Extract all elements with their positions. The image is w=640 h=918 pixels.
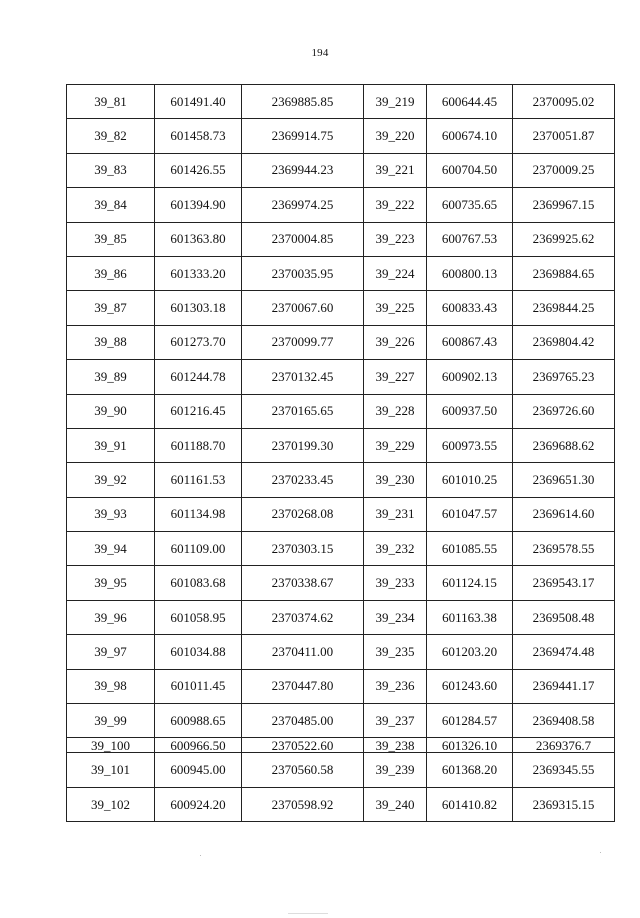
- point-id-cell: 39_224: [364, 256, 427, 290]
- point-id-cell: 39_100: [67, 738, 155, 753]
- y-coordinate-cell: 2370374.62: [242, 600, 364, 634]
- coordinates-table: [66, 84, 615, 822]
- y-coordinate-cell: 2369726.60: [513, 394, 615, 428]
- x-coordinate-cell: 601394.90: [155, 188, 242, 222]
- point-id-cell: 39_226: [364, 325, 427, 359]
- y-coordinate-cell: 2369474.48: [513, 635, 615, 669]
- x-coordinate-cell: 600735.65: [427, 188, 513, 222]
- y-coordinate-cell: 2370051.87: [513, 119, 615, 153]
- point-id-cell: 39_89: [67, 360, 155, 394]
- y-coordinate-cell: 2369345.55: [513, 753, 615, 787]
- x-coordinate-cell: 601363.80: [155, 222, 242, 256]
- x-coordinate-cell: 601216.45: [155, 394, 242, 428]
- table-row: [67, 704, 615, 738]
- x-coordinate-cell: 600833.43: [427, 291, 513, 325]
- x-coordinate-cell: 601303.18: [155, 291, 242, 325]
- x-coordinate-cell: 600704.50: [427, 153, 513, 187]
- y-coordinate-cell: 2370132.45: [242, 360, 364, 394]
- y-coordinate-cell: 2370035.95: [242, 256, 364, 290]
- point-id-cell: 39_229: [364, 428, 427, 462]
- y-coordinate-cell: 2369508.48: [513, 600, 615, 634]
- x-coordinate-cell: 601085.55: [427, 532, 513, 566]
- table-row: [67, 532, 615, 566]
- y-coordinate-cell: 2370099.77: [242, 325, 364, 359]
- x-coordinate-cell: 601124.15: [427, 566, 513, 600]
- x-coordinate-cell: 600966.50: [155, 738, 242, 753]
- y-coordinate-cell: 2369376.7: [513, 738, 615, 753]
- x-coordinate-cell: 601163.38: [427, 600, 513, 634]
- x-coordinate-cell: 601034.88: [155, 635, 242, 669]
- y-coordinate-cell: 2369578.55: [513, 532, 615, 566]
- point-id-cell: 39_235: [364, 635, 427, 669]
- x-coordinate-cell: 601203.20: [427, 635, 513, 669]
- point-id-cell: 39_233: [364, 566, 427, 600]
- y-coordinate-cell: 2369441.17: [513, 669, 615, 703]
- table-row: [67, 394, 615, 428]
- y-coordinate-cell: 2370199.30: [242, 428, 364, 462]
- x-coordinate-cell: 601161.53: [155, 463, 242, 497]
- page-number: 194: [311, 47, 329, 59]
- x-coordinate-cell: 601243.60: [427, 669, 513, 703]
- x-coordinate-cell: 600937.50: [427, 394, 513, 428]
- table-row: [67, 600, 615, 634]
- point-id-cell: 39_98: [67, 669, 155, 703]
- x-coordinate-cell: 601458.73: [155, 119, 242, 153]
- point-id-cell: 39_87: [67, 291, 155, 325]
- point-id-cell: 39_238: [364, 738, 427, 753]
- y-coordinate-cell: 2370165.65: [242, 394, 364, 428]
- point-id-cell: 39_234: [364, 600, 427, 634]
- x-coordinate-cell: 600644.45: [427, 85, 513, 119]
- x-coordinate-cell: 601491.40: [155, 85, 242, 119]
- x-coordinate-cell: 601058.95: [155, 600, 242, 634]
- y-coordinate-cell: 2370560.58: [242, 753, 364, 787]
- point-id-cell: 39_227: [364, 360, 427, 394]
- y-coordinate-cell: 2370411.00: [242, 635, 364, 669]
- x-coordinate-cell: 601188.70: [155, 428, 242, 462]
- table-row: [67, 463, 615, 497]
- point-id-cell: 39_231: [364, 497, 427, 531]
- x-coordinate-cell: 601011.45: [155, 669, 242, 703]
- y-coordinate-cell: 2369765.23: [513, 360, 615, 394]
- x-coordinate-cell: 601333.20: [155, 256, 242, 290]
- table-row: [67, 222, 615, 256]
- y-coordinate-cell: 2370338.67: [242, 566, 364, 600]
- table-row: [67, 291, 615, 325]
- y-coordinate-cell: 2370598.92: [242, 787, 364, 821]
- x-coordinate-cell: 600867.43: [427, 325, 513, 359]
- point-id-cell: 39_96: [67, 600, 155, 634]
- y-coordinate-cell: 2369974.25: [242, 188, 364, 222]
- table-row: [67, 738, 615, 753]
- table-row: [67, 188, 615, 222]
- x-coordinate-cell: 601083.68: [155, 566, 242, 600]
- point-id-cell: 39_90: [67, 394, 155, 428]
- x-coordinate-cell: 600902.13: [427, 360, 513, 394]
- y-coordinate-cell: 2370303.15: [242, 532, 364, 566]
- x-coordinate-cell: 600924.20: [155, 787, 242, 821]
- point-id-cell: 39_86: [67, 256, 155, 290]
- point-id-cell: 39_82: [67, 119, 155, 153]
- x-coordinate-cell: 601273.70: [155, 325, 242, 359]
- point-id-cell: 39_236: [364, 669, 427, 703]
- y-coordinate-cell: 2369543.17: [513, 566, 615, 600]
- y-coordinate-cell: 2370447.80: [242, 669, 364, 703]
- y-coordinate-cell: 2370485.00: [242, 704, 364, 738]
- x-coordinate-cell: 600945.00: [155, 753, 242, 787]
- point-id-cell: 39_219: [364, 85, 427, 119]
- table-row: [67, 325, 615, 359]
- point-id-cell: 39_222: [364, 188, 427, 222]
- point-id-cell: 39_225: [364, 291, 427, 325]
- table-row: [67, 669, 615, 703]
- table-row: [67, 360, 615, 394]
- x-coordinate-cell: 601326.10: [427, 738, 513, 753]
- point-id-cell: 39_230: [364, 463, 427, 497]
- point-id-cell: 39_84: [67, 188, 155, 222]
- table-row: [67, 497, 615, 531]
- point-id-cell: 39_240: [364, 787, 427, 821]
- point-id-cell: 39_91: [67, 428, 155, 462]
- y-coordinate-cell: 2369804.42: [513, 325, 615, 359]
- y-coordinate-cell: 2369844.25: [513, 291, 615, 325]
- y-coordinate-cell: 2369944.23: [242, 153, 364, 187]
- table-row: [67, 787, 615, 821]
- table-row: [67, 566, 615, 600]
- y-coordinate-cell: 2369614.60: [513, 497, 615, 531]
- y-coordinate-cell: 2369925.62: [513, 222, 615, 256]
- x-coordinate-cell: 600800.13: [427, 256, 513, 290]
- x-coordinate-cell: 601368.20: [427, 753, 513, 787]
- point-id-cell: 39_221: [364, 153, 427, 187]
- x-coordinate-cell: 601244.78: [155, 360, 242, 394]
- x-coordinate-cell: 601010.25: [427, 463, 513, 497]
- x-coordinate-cell: 600973.55: [427, 428, 513, 462]
- point-id-cell: 39_94: [67, 532, 155, 566]
- y-coordinate-cell: 2370268.08: [242, 497, 364, 531]
- point-id-cell: 39_220: [364, 119, 427, 153]
- x-coordinate-cell: 600767.53: [427, 222, 513, 256]
- table-row: [67, 85, 615, 119]
- x-coordinate-cell: 600674.10: [427, 119, 513, 153]
- table-row: [67, 753, 615, 787]
- point-id-cell: 39_88: [67, 325, 155, 359]
- y-coordinate-cell: 2369315.15: [513, 787, 615, 821]
- y-coordinate-cell: 2370233.45: [242, 463, 364, 497]
- point-id-cell: 39_81: [67, 85, 155, 119]
- table-row: [67, 428, 615, 462]
- x-coordinate-cell: 601109.00: [155, 532, 242, 566]
- point-id-cell: 39_85: [67, 222, 155, 256]
- y-coordinate-cell: 2370095.02: [513, 85, 615, 119]
- table-row: [67, 153, 615, 187]
- y-coordinate-cell: 2369688.62: [513, 428, 615, 462]
- point-id-cell: 39_102: [67, 787, 155, 821]
- y-coordinate-cell: 2369914.75: [242, 119, 364, 153]
- x-coordinate-cell: 601426.55: [155, 153, 242, 187]
- x-coordinate-cell: 601284.57: [427, 704, 513, 738]
- y-coordinate-cell: 2370004.85: [242, 222, 364, 256]
- point-id-cell: 39_232: [364, 532, 427, 566]
- y-coordinate-cell: 2369967.15: [513, 188, 615, 222]
- table-row: [67, 635, 615, 669]
- table-row: [67, 119, 615, 153]
- point-id-cell: 39_237: [364, 704, 427, 738]
- x-coordinate-cell: 601134.98: [155, 497, 242, 531]
- point-id-cell: 39_92: [67, 463, 155, 497]
- y-coordinate-cell: 2369408.58: [513, 704, 615, 738]
- y-coordinate-cell: 2370067.60: [242, 291, 364, 325]
- point-id-cell: 39_93: [67, 497, 155, 531]
- y-coordinate-cell: 2369885.85: [242, 85, 364, 119]
- point-id-cell: 39_228: [364, 394, 427, 428]
- point-id-cell: 39_101: [67, 753, 155, 787]
- y-coordinate-cell: 2369651.30: [513, 463, 615, 497]
- table-row: [67, 256, 615, 290]
- point-id-cell: 39_99: [67, 704, 155, 738]
- point-id-cell: 39_95: [67, 566, 155, 600]
- y-coordinate-cell: 2370009.25: [513, 153, 615, 187]
- point-id-cell: 39_97: [67, 635, 155, 669]
- y-coordinate-cell: 2369884.65: [513, 256, 615, 290]
- x-coordinate-cell: 601410.82: [427, 787, 513, 821]
- x-coordinate-cell: 601047.57: [427, 497, 513, 531]
- x-coordinate-cell: 600988.65: [155, 704, 242, 738]
- point-id-cell: 39_239: [364, 753, 427, 787]
- point-id-cell: 39_83: [67, 153, 155, 187]
- point-id-cell: 39_223: [364, 222, 427, 256]
- y-coordinate-cell: 2370522.60: [242, 738, 364, 753]
